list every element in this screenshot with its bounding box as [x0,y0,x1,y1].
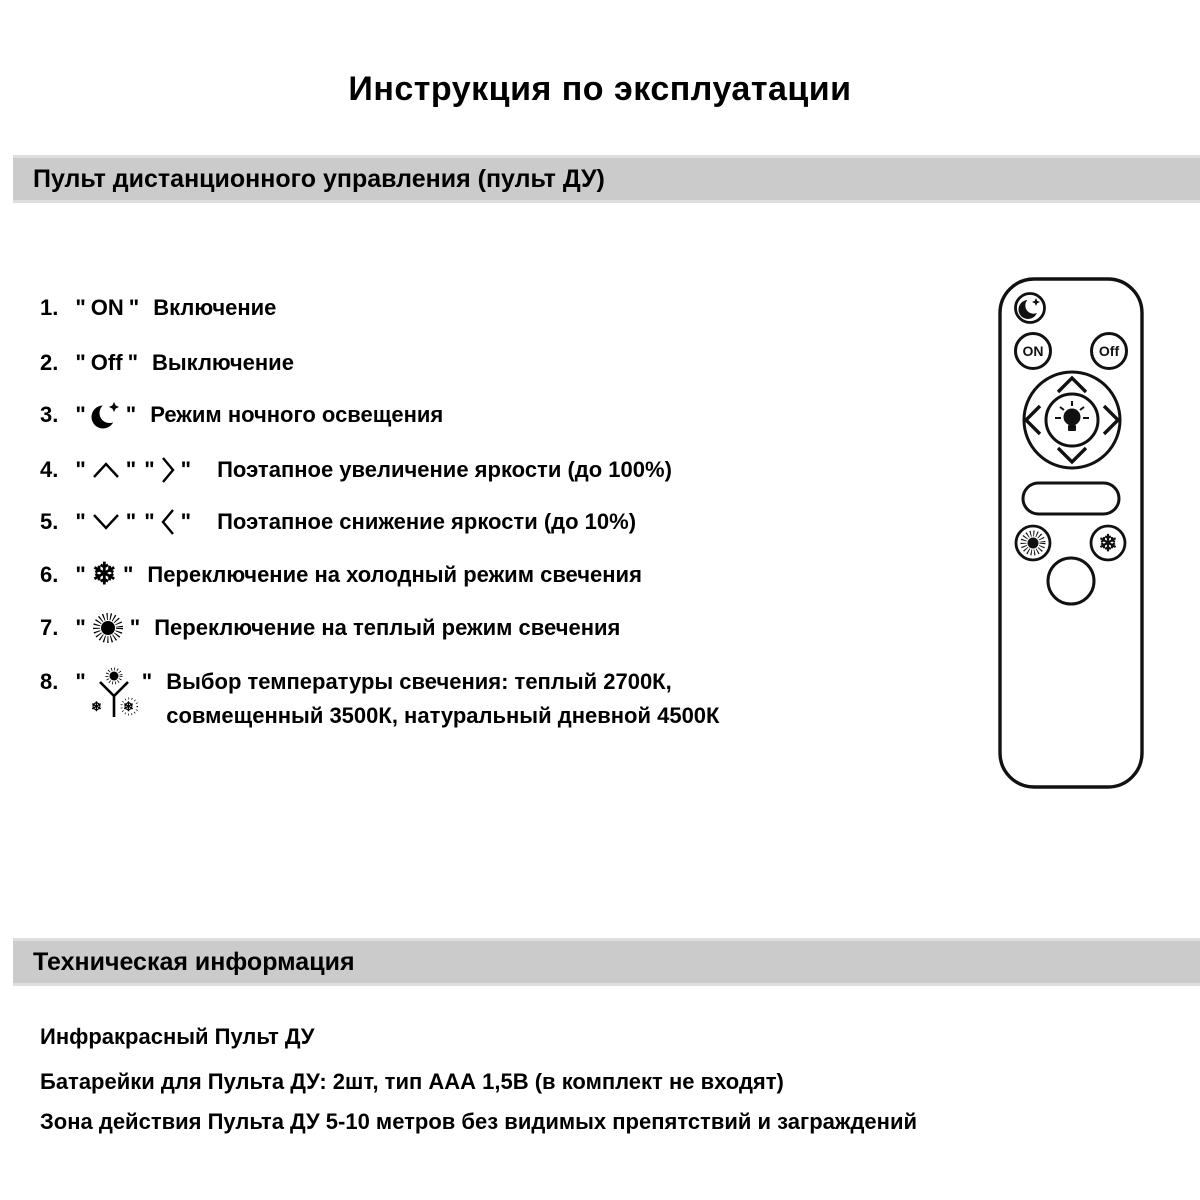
item-number: 5. [40,509,59,534]
tech-info [40,1022,917,1137]
tech-info-line: Инфракрасный Пульт ДУ [40,1024,315,1049]
on-button-label: ON [1022,343,1044,359]
list-item-cold-mode [40,556,642,594]
quote: " [75,457,86,482]
section-header-remote [13,155,1200,203]
chevron-left-icon [159,506,177,538]
page-title: Инструкция по эксплуатации [348,70,852,108]
quote: " [129,615,141,640]
button-label-off: Off [90,350,123,375]
item-description: Режим ночного освещения [150,402,444,427]
moon-icon [90,398,122,432]
svg-text:❄: ❄ [122,699,134,714]
quote: " [144,457,155,482]
warm-sun-icon [90,610,126,646]
chevron-right-icon [159,454,177,486]
quote: " [125,457,137,482]
quote: " [144,509,155,534]
item-number: 7. [40,615,59,640]
item-description: Поэтапное снижение яркости (до 10%) [217,509,637,534]
list-item-on [40,289,276,327]
item-number: 4. [40,457,59,482]
quote: " [180,509,192,534]
quote: " [125,509,137,534]
quote: " [141,669,153,694]
tech-info-line: Зона действия Пульта ДУ 5-10 метров без видимых препятствий и заграждений [40,1109,918,1134]
list-item-brightness-up [40,451,672,489]
item-number: 3. [40,402,59,427]
item-number: 2. [40,350,59,375]
list-item-brightness-down [40,503,636,541]
button-label-on: ON [90,295,124,320]
quote: " [75,295,86,320]
list-item-off [40,344,294,382]
item-number: 8. [40,669,59,694]
snowflake-icon: ❄ [91,558,117,591]
snowflake-icon: ❄ [1098,530,1118,556]
quote: " [75,350,86,375]
list-item-warm-mode [40,609,620,647]
quote: " [75,669,86,694]
item-description: Выключение [152,350,294,375]
item-description: Переключение на теплый режим свечения [154,615,621,640]
list-item-color-temp [40,663,719,733]
section-header-remote-label: Пульт дистанционного управления (пульт ДУ) [33,164,605,193]
section-header-tech [13,938,1200,986]
quote: " [125,402,137,427]
chevron-down-icon [90,512,122,532]
off-button-label: Off [1098,343,1120,359]
quote: " [127,350,138,375]
quote: " [128,295,140,320]
quote: " [122,562,134,587]
list-item-night-mode [40,396,443,434]
item-number: 6. [40,562,59,587]
remote-control-diagram [995,276,1147,790]
tech-info-line: Батарейки для Пульта ДУ: 2шт, тип ААА 1,5В (в комплект не входят) [40,1069,784,1094]
color-temp-select-icon [90,667,138,721]
quote: " [75,509,86,534]
quote: " [75,562,86,587]
item-number: 1. [40,295,59,320]
item-description: Включение [153,295,277,320]
section-header-tech-label: Техническая информация [33,947,355,976]
quote: " [75,402,86,427]
chevron-up-icon [90,460,122,480]
item-description: Переключение на холодный режим свечения [147,562,642,587]
item-description: Выбор температуры свечения: теплый 2700К, совмещенный 3500К, натуральный дневной 4500К [166,669,720,728]
item-description: Поэтапное увеличение яркости (до 100%) [217,457,672,482]
svg-text:❄: ❄ [90,699,102,714]
quote: " [180,457,192,482]
quote: " [75,615,86,640]
